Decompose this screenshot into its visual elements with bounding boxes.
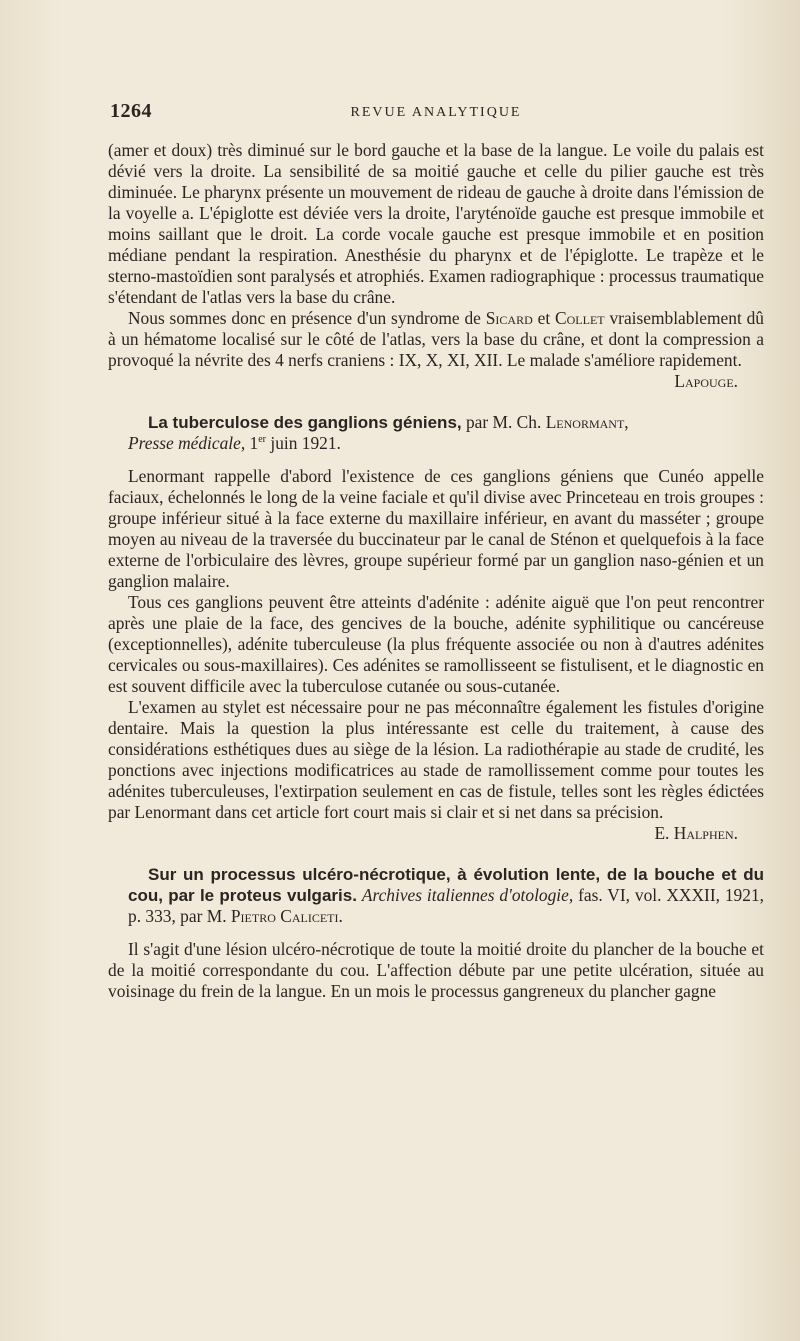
article-heading	[108, 864, 764, 927]
superscript: er	[258, 434, 267, 446]
page-body	[108, 140, 764, 1002]
paragraph: L'examen au stylet est nécessaire pour ne pas méconnaître également les fistules d'origine dentaire. Mais la question la plus intéressante est celle du traitement, à cause des considérations esthétiques dues au siège de la lésion. La radiothérapie au stade de crudité, les ponctions avec injections modificatrices au stade de ramollissement comme pour toutes les adénites tuberculeuses, l'extirpation seulement en cas de fistule, telles sont les règles édictées par Lenormant dans cet article fort court mais si clair et si net dans sa précision.	[108, 697, 764, 822]
journal-name: Archives italiennes d'otologie,	[361, 885, 574, 905]
paragraph: (amer et doux) très diminué sur le bord gauche et la base de la langue. Le voile du palais est dévié vers la droite. La sensibilité de sa moitié gauche et celle du pilier gauche est très diminuée. Le pharynx présente un mouvement de rideau de gauche à droite dans l'émission de la voyelle a. L'épiglotte est déviée vers la droite, l'aryténoïde gauche est presque immobile et moins saillant que le droit. La corde vocale gauche est presque immobile et en position médiane pendant la respiration. Anesthésie du pharynx et de l'épiglotte. Le trapèze et le sterno-mastoïdien sont paralysés et atrophiés. Examen radiographique : processus traumatique s'étendant de l'atlas vers la base du crâne.	[108, 140, 764, 307]
author-name: Collet	[555, 308, 605, 328]
paragraph	[108, 308, 764, 371]
article-title: La tuberculose des ganglions géniens,	[148, 413, 462, 432]
text-run: et	[532, 308, 556, 328]
text-run: fas. VI, vol. XXXII, 1921, p. 333, par M.	[128, 885, 764, 926]
paragraph: Il s'agit d'une lésion ulcéro-nécrotique de toute la moitié droite du plancher de la bouche et de la moitié correspondante du cou. L'affection débute par une petite ulcération, située au voisinage du frein de la langue. En un mois le processus gangreneux du plancher gagne	[108, 939, 764, 1001]
spacer	[108, 927, 764, 939]
signature: E. Halphen.	[654, 823, 738, 843]
page-header	[108, 100, 764, 130]
running-head: REVUE ANALYTIQUE	[350, 105, 522, 120]
text-run: 1	[245, 433, 259, 453]
spacer	[108, 844, 764, 864]
article-author: Lenormant,	[545, 412, 629, 432]
article-author: Pietro Caliceti.	[230, 906, 343, 926]
article-title: Sur un processus ulcéro-nécrotique, à évolution lente, de la bouche et du cou, par le proteus vulgaris.	[128, 865, 764, 905]
text-run: vraisemblablement dû à un hématome localisé sur le côté de l'atlas, vers la base du crâne, et dont la compression a provoqué la névrite des 4 nerfs craniens : IX, X, XI, XII. Le malade s'améliore rapidement.	[108, 308, 765, 370]
text-run: par M. Ch.	[461, 412, 546, 432]
text-run: juin 1921.	[266, 433, 341, 453]
page-number: 1264	[110, 100, 152, 122]
paragraph: Tous ces ganglions peuvent être atteints d'adénite : adénite aiguë que l'on peut rencontrer après une plaie de la face, des gencives de la bouche, adénite syphilitique ou cancéreuse (exceptionnelles), adénite tuberculeuse (la plus fréquente associée ou non à d'autres adénites cervicales ou sous-maxillaires). Ces adénites se ramollisseent se fistulisent, et le diagnostic en est souvent difficile avec la tuberculose cutanée ou sous-cutanée.	[108, 592, 764, 696]
article-heading	[108, 412, 764, 454]
text-run: Nous sommes donc en présence d'un syndrome de	[128, 308, 486, 328]
author-name: Sicard	[485, 308, 533, 328]
spacer	[108, 392, 764, 412]
spacer	[108, 454, 764, 466]
journal-name: Presse médicale,	[128, 433, 246, 453]
signature: Lapouge.	[674, 371, 738, 391]
paragraph: Lenormant rappelle d'abord l'existence de ces ganglions géniens que Cunéo appelle faciaux, échelonnés le long de la veine faciale et qu'il divise avec Princeteau en trois groupes : groupe inférieur situé à la face externe du maxillaire inférieur, en avant du masséter ; groupe moyen au niveau de la traversée du buccinateur par le canal de Sténon et quelquefois à la face externe de l'orbiculaire des lèvres, groupe supérieur formé par un ganglion naso-génien et un ganglion malaire.	[108, 466, 764, 591]
